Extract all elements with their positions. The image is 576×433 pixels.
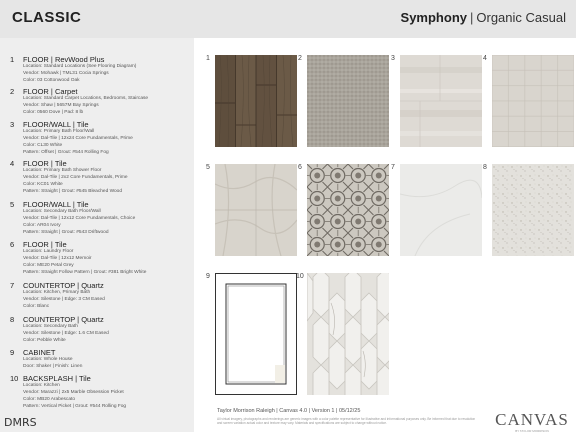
spec-location: Location: Standard Locations (See Flooring Diagram) — [23, 64, 137, 69]
footer-project-info: Taylor Morrison Raleigh | Canvas 4.0 | Version 1 | 05/12/25 — [217, 408, 361, 414]
spec-vendor: Vendor: Marazzi | 2x5 Marble Obsession Picket — [23, 390, 124, 395]
spec-number: 8 — [10, 315, 15, 324]
spec-title: FLOOR/WALL | Tile — [23, 200, 89, 209]
spec-color: Color: MB20 Arabescato — [23, 397, 75, 402]
spec-number: 7 — [10, 281, 15, 290]
spec-location: Location: Standard Carpet Locations, Bedrooms, Staircase — [23, 96, 149, 101]
spec-color: Color: KC01 White — [23, 182, 63, 187]
spec-door: Door: Shaker | Finish: Linen — [23, 364, 83, 369]
spec-number: 6 — [10, 240, 15, 249]
spec-title: COUNTERTOP | Quartz — [23, 315, 104, 324]
collection-theme: Organic Casual — [476, 10, 566, 25]
heading-separator: | — [470, 10, 474, 25]
spec-location: Location: Primary Bath Floor/Wall — [23, 129, 95, 134]
spec-vendor: Vendor: Shaw | 5657M Bay Springs — [23, 103, 99, 108]
spec-number: 1 — [10, 55, 15, 64]
spec-pattern: Pattern: Straight Follow Pattern | Grout: #381 Bright White — [23, 270, 147, 275]
spec-pattern: Pattern: Straight | Grout: #543 Driftwood — [23, 230, 109, 235]
patterned-tile-swatch — [307, 164, 389, 256]
spec-color: Color: 0560 Dove | Pad: 8 lb — [23, 110, 84, 115]
spec-pattern: Pattern: Straight | Grout: #545 Bleached Wood — [23, 189, 123, 194]
spec-location: Location: Secondary Bath — [23, 324, 78, 329]
canvas-logo — [494, 410, 570, 433]
spec-vendor: Vendor: Dal-Tile | 12x24 Core Fundamentals, Prime — [23, 136, 133, 141]
striated-tile-swatch — [400, 55, 482, 147]
spec-title: BACKSPLASH | Tile — [23, 374, 91, 383]
grid-tile-swatch — [492, 55, 574, 147]
spec-number: 9 — [10, 348, 15, 357]
spec-color: Color: Blanc — [23, 304, 50, 309]
spec-location: Location: Whole House — [23, 357, 73, 362]
swatch-number: 5 — [206, 164, 210, 171]
spec-title: CABINET — [23, 348, 56, 357]
wood-plank-swatch — [215, 55, 297, 147]
spec-vendor: Vendor: Silestone | Edge: 3 CM Eased — [23, 297, 105, 302]
speckled-quartz-swatch — [492, 164, 574, 256]
spec-pattern: Pattern: Vertical Picket | Grout: #544 Rolling Fog — [23, 404, 127, 409]
spec-number: 3 — [10, 120, 15, 129]
swatch-number: 3 — [391, 55, 395, 62]
spec-color: Color: ME20 Petal Grey — [23, 263, 74, 268]
spec-number: 4 — [10, 159, 15, 168]
spec-vendor: Vendor: Dal-Tile | 12x12 Core Fundamentals, Choice — [23, 216, 136, 221]
spec-number: 10 — [10, 374, 19, 383]
collection-name: Symphony — [400, 10, 467, 25]
spec-location: Location: Secondary Bath Floor/Wall — [23, 209, 101, 214]
page-header — [0, 0, 576, 38]
spec-title: FLOOR | Carpet — [23, 87, 78, 96]
collection-heading — [401, 10, 566, 25]
spec-number: 2 — [10, 87, 15, 96]
spec-title: FLOOR | Tile — [23, 240, 67, 249]
spec-color: Color: Pebble White — [23, 338, 66, 343]
canvas-logo-tagline: BY TAYLOR MORRISON — [515, 429, 549, 433]
spec-pattern: Pattern: Offset | Grout: #544 Rolling Fog — [23, 150, 109, 155]
spec-color: Color: CL30 White — [23, 143, 63, 148]
spec-location: Location: Kitchen, Primary Bath — [23, 290, 91, 295]
spec-number: 5 — [10, 200, 15, 209]
spec-title: COUNTERTOP | Quartz — [23, 281, 104, 290]
spec-vendor: Vendor: Dal-Tile | 2x2 Core Fundamentals, Prime — [23, 175, 128, 180]
swatch-number: 7 — [391, 164, 395, 171]
spec-vendor: Vendor: Silestone | Edge: 1.6 CM Eased — [23, 331, 109, 336]
swatch-number: 4 — [483, 55, 487, 62]
page-footer — [217, 408, 479, 425]
canvas-logo-word: CANVAS — [495, 410, 569, 429]
swatch-number: 6 — [298, 164, 302, 171]
quartz-swatch — [400, 164, 482, 256]
swatch-number: 2 — [298, 55, 302, 62]
spec-color: Color: AR04 Ivory — [23, 223, 61, 228]
page-title: CLASSIC — [12, 9, 82, 26]
spec-title: FLOOR | RevWood Plus — [23, 55, 105, 64]
dmrs-watermark: DMRS — [4, 416, 37, 429]
spec-vendor: Vendor: Dal-Tile | 12x12 Memoir — [23, 256, 92, 261]
swatch-number: 1 — [206, 55, 210, 62]
picket-backsplash-swatch — [307, 273, 389, 395]
swatch-number: 10 — [296, 273, 304, 280]
shaker-cabinet-door-swatch — [215, 273, 297, 395]
spec-location: Location: Primary Bath Shower Floor — [23, 168, 102, 173]
footer-disclaimer: All virtual imagery, photographs and renderings are generic images with a color palette representative for illustrative and informational purposes only. Be informed that due to resolution and screen variation actual color and texture may vary. Materials and specifications are subject to change without notice. — [217, 417, 476, 425]
spec-location: Location: Kitchen — [23, 383, 60, 388]
spec-title: FLOOR/WALL | Tile — [23, 120, 89, 129]
marble-tile-swatch — [215, 164, 297, 256]
swatch-number: 9 — [206, 273, 210, 280]
spec-vendor: Vendor: Mohawk | TML31 Cocia Springs — [23, 71, 109, 76]
carpet-swatch — [307, 55, 389, 147]
spec-color: Color: 03 Cottonwood Oak — [23, 78, 80, 83]
swatch-number: 8 — [483, 164, 487, 171]
spec-sidebar — [0, 38, 194, 432]
spec-location: Location: Laundry Floor — [23, 249, 74, 254]
spec-title: FLOOR | Tile — [23, 159, 67, 168]
